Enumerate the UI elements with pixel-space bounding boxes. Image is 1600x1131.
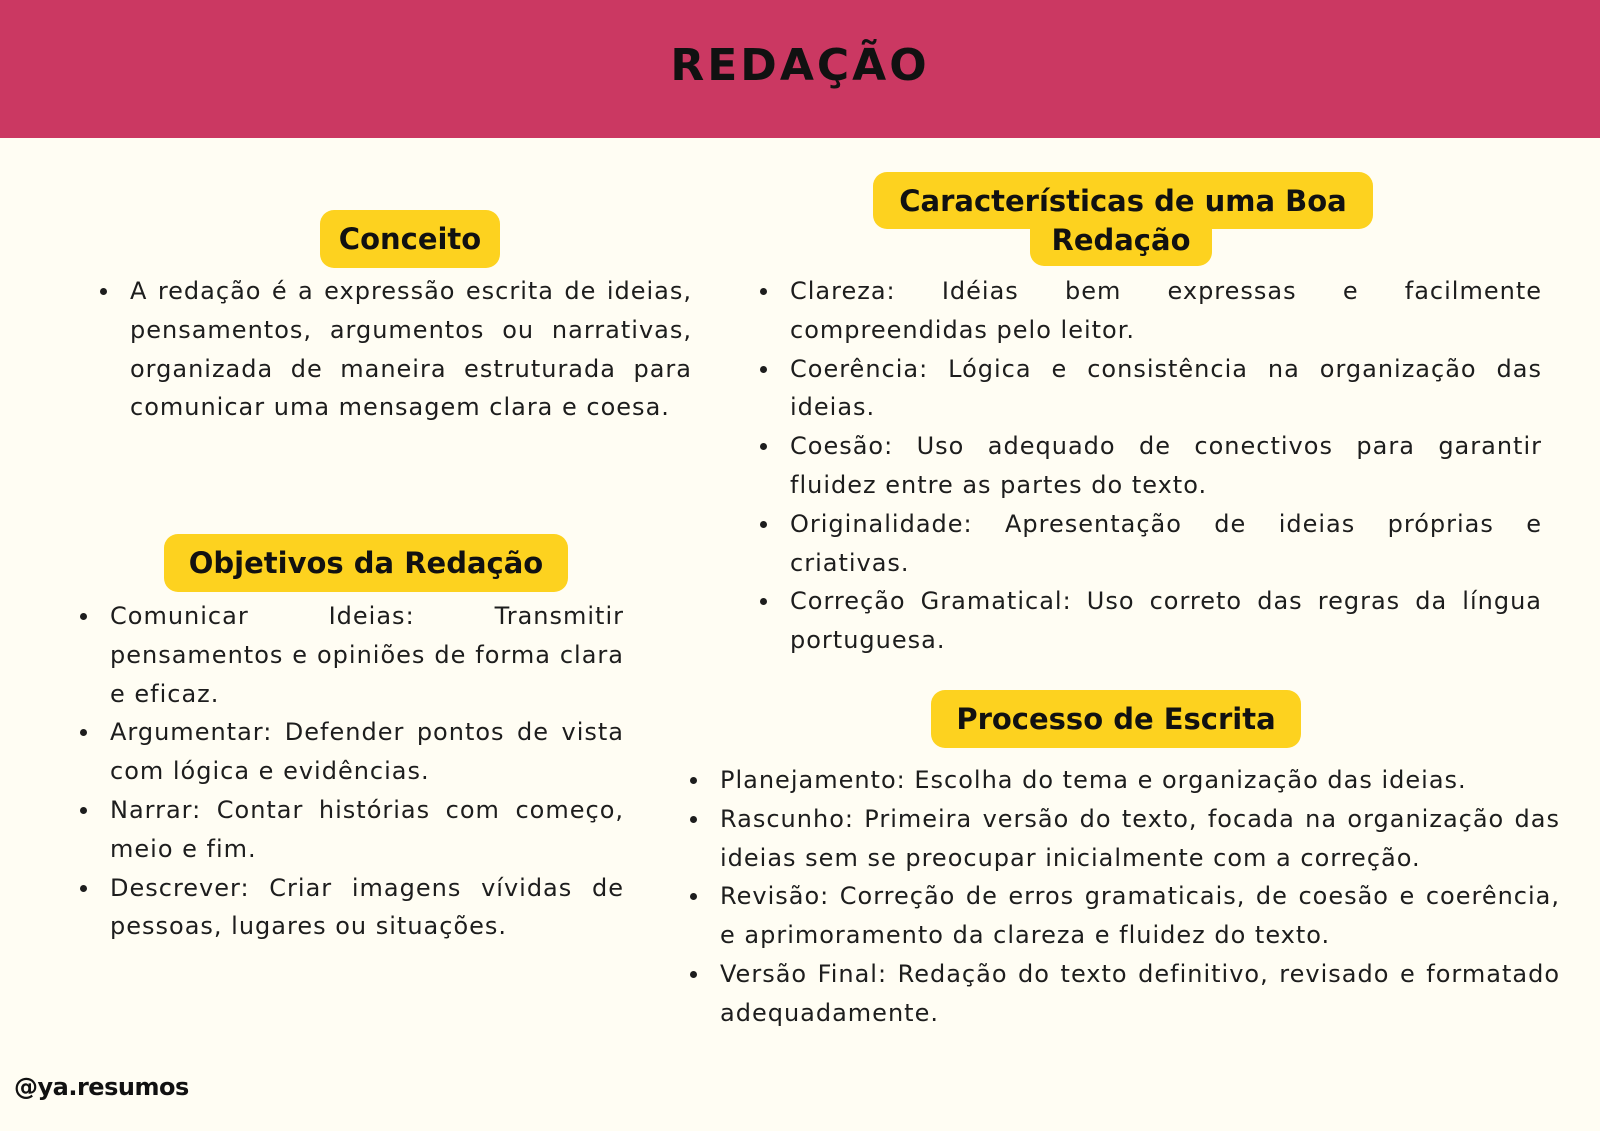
processo-heading-label: Processo de Escrita [956, 702, 1276, 736]
conceito-heading-label: Conceito [338, 222, 482, 256]
caracteristicas-heading-line2: Redação [1051, 223, 1191, 257]
list-item: Comunicar Ideias: Transmitir pensamentos e opiniões de forma clara e eficaz. [62, 597, 624, 713]
caracteristicas-heading-line1: Características de uma Boa [899, 184, 1347, 218]
caracteristicas-list [742, 272, 1542, 660]
list-item: A redação é a expressão escrita de ideias, pensamentos, argumentos ou narrativas, organizada de maneira estruturada para comunicar uma mensagem clara e coesa. [82, 272, 692, 427]
objetivos-list [62, 597, 624, 946]
caracteristicas-heading-tab [1030, 222, 1212, 266]
objetivos-heading-label: Objetivos da Redação [188, 546, 544, 580]
list-item: Originalidade: Apresentação de ideias próprias e criativas. [742, 505, 1542, 583]
list-item: Descrever: Criar imagens vívidas de pessoas, lugares ou situações. [62, 869, 624, 947]
list-item: Clareza: Idéias bem expressas e facilmente compreendidas pelo leitor. [742, 272, 1542, 350]
processo-list [672, 761, 1560, 1033]
list-item: Coesão: Uso adequado de conectivos para garantir fluidez entre as partes do texto. [742, 427, 1542, 505]
list-item: Revisão: Correção de erros gramaticais, de coesão e coerência, e aprimoramento da clareza e fluidez do texto. [672, 877, 1560, 955]
list-item: Versão Final: Redação do texto definitivo, revisado e formatado adequadamente. [672, 955, 1560, 1033]
list-item: Rascunho: Primeira versão do texto, focada na organização das ideias sem se preocupar inicialmente com a correção. [672, 800, 1560, 878]
list-item: Planejamento: Escolha do tema e organização das ideias. [672, 761, 1560, 800]
list-item: Argumentar: Defender pontos de vista com lógica e evidências. [62, 713, 624, 791]
list-item: Coerência: Lógica e consistência na organização das ideias. [742, 350, 1542, 428]
conceito-heading [320, 210, 500, 268]
page-title: REDAÇÃO [670, 40, 930, 91]
list-item: Narrar: Contar histórias com começo, meio e fim. [62, 791, 624, 869]
caracteristicas-heading [873, 172, 1373, 229]
processo-heading [931, 690, 1301, 748]
list-item: Correção Gramatical: Uso correto das regras da língua portuguesa. [742, 582, 1542, 660]
header-banner [0, 0, 1600, 138]
author-handle: @ya.resumos [14, 1073, 189, 1101]
conceito-list [82, 272, 692, 427]
objetivos-heading [164, 534, 568, 592]
